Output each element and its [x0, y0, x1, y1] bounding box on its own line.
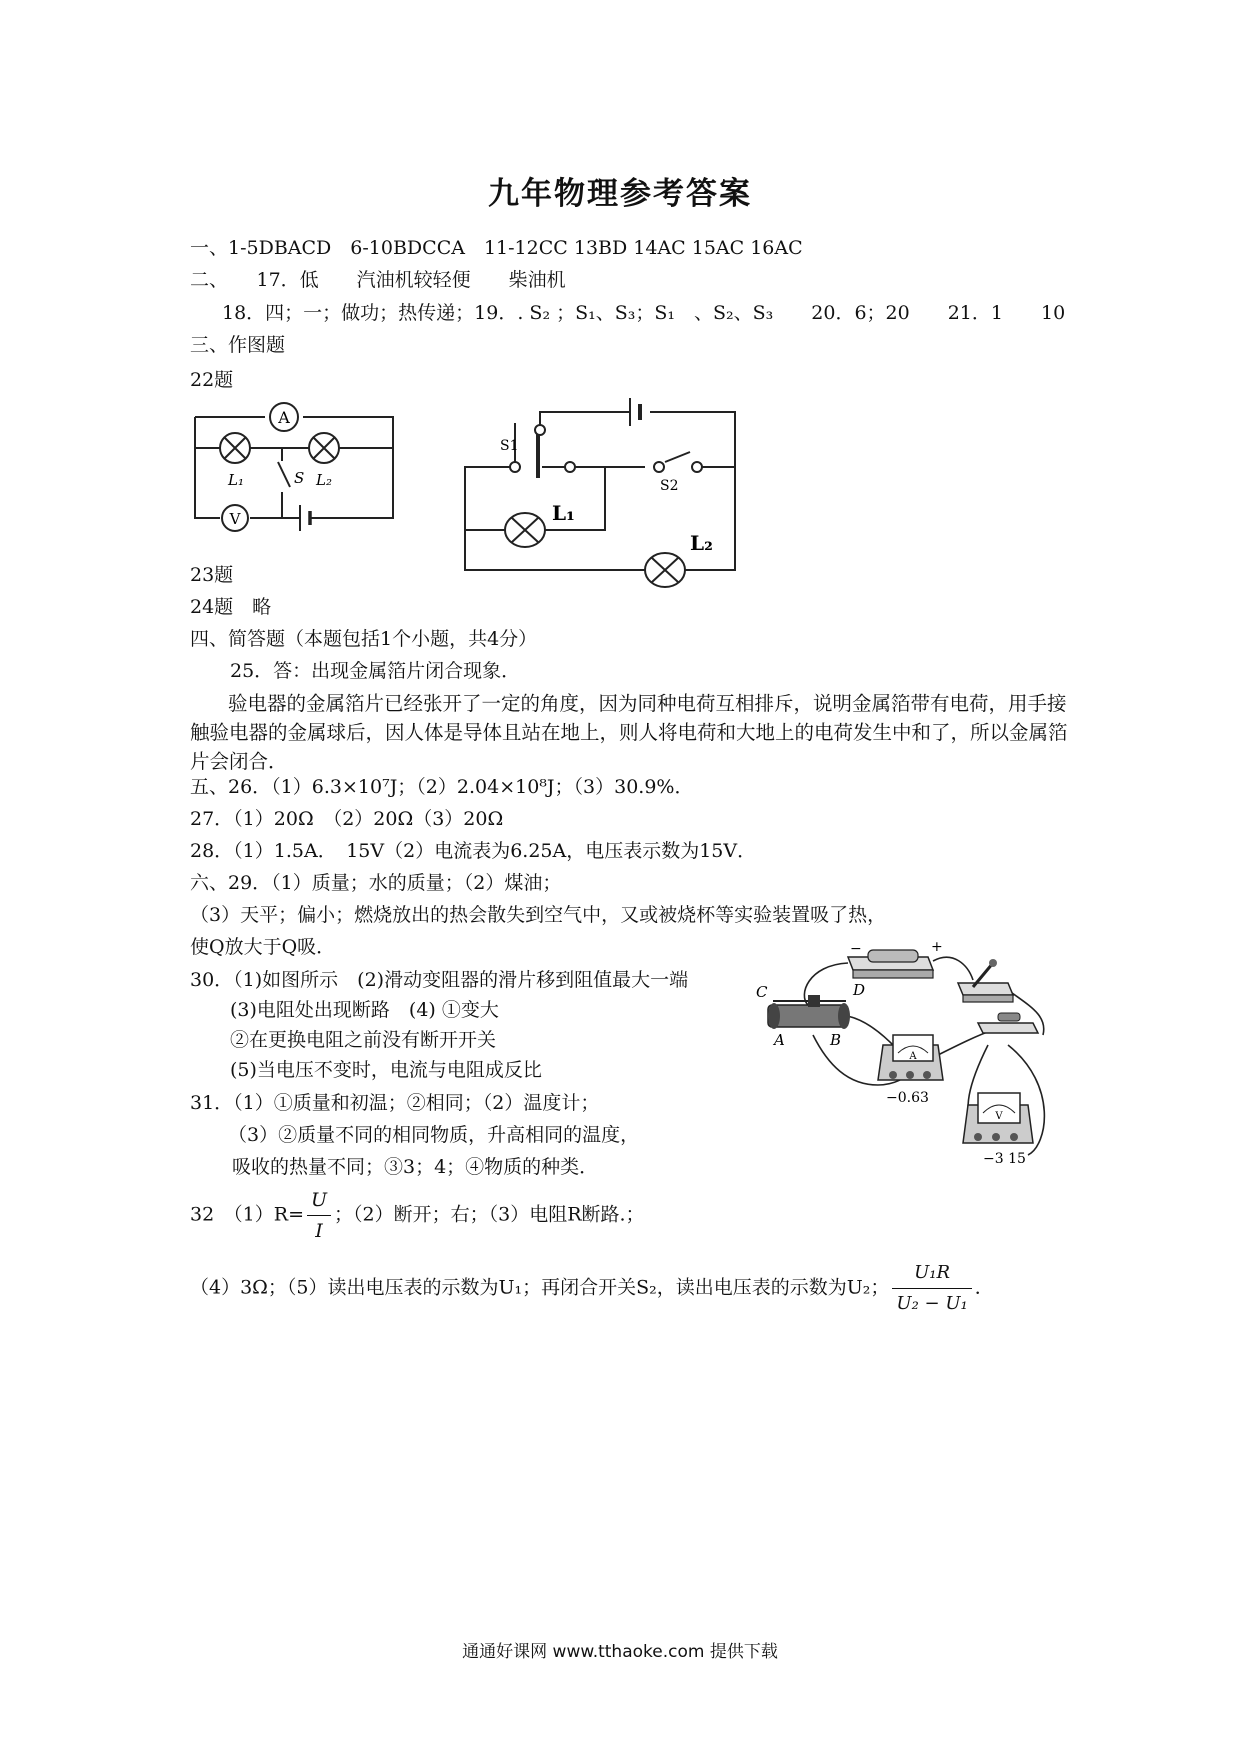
question-26-answer: 五、26．（1）6.3×10⁷J；（2）2.04×10⁸J；（3）30.9%． [190, 776, 694, 798]
lamp-l1-icon [505, 513, 545, 547]
rheostat-icon [768, 995, 850, 1029]
section-drawing-title: 三、作图题 [190, 334, 286, 356]
q32b-prefix: （4）3Ω；（5）读出电压表的示数为U₁；再闭合开关S₂，读出电压表的示数为U₂； [190, 1276, 890, 1299]
question-30-answer-4: (5)当电压不变时，电流与电阻成反比 [230, 1059, 542, 1081]
svg-text:A: A [278, 408, 290, 427]
q32-suffix: ；（2）断开；右；（3）电阻R断路.； [334, 1203, 645, 1226]
svg-text:V: V [229, 510, 241, 528]
voltmeter-icon [963, 1093, 1033, 1143]
question-23-label: 23题 [190, 564, 234, 586]
knife-switch-icon [958, 959, 1013, 1002]
question-30-answer-3: ②在更换电阻之前没有断开开关 [230, 1029, 497, 1051]
question-25-explanation: 验电器的金属箔片已经张开了一定的角度，因为同种电荷互相排斥，说明金属箔带有电荷，用手接触验电器的金属球后，因人体是导体且站在地上，则人将电荷和大地上的电荷发生中和了，所以金属箔片会闭合． [190, 692, 1068, 773]
lamp-l2-icon [645, 553, 685, 587]
switch-s1-label: S1 [500, 438, 519, 454]
question-29-answer-2: （3）天平；偏小；燃烧放出的热会散失到空气中，又或被烧杯等实验装置吸了热， [190, 904, 887, 926]
lamp-l1-label: L₁ [552, 501, 575, 525]
answer-section-1: 一、1-5DBACD 6-10BDCCA 11-12CC 13BD 14AC 15AC 16AC [190, 237, 803, 259]
rheostat-terminal-d: D [853, 981, 866, 999]
section-short-answer-title: 四、简答题（本题包括1个小题，共4分） [190, 628, 538, 650]
circuit-diagram-22 [190, 405, 400, 530]
switch-s-label: S [294, 469, 305, 487]
answer-18-21: 18．四；一；做功；热传递；19．. S₂ ；S₁、S₃；S₁ 、S₂、S₃ 20．6；20 21．1 10 [222, 302, 1066, 324]
question-32-answer-2 [190, 1258, 994, 1319]
battery-minus-label: − [850, 941, 862, 957]
resistor-icon [978, 1013, 1038, 1033]
question-22-label: 22题 [190, 369, 234, 391]
svg-text:A: A [909, 1051, 917, 1062]
rheostat-terminal-a: A [774, 1031, 785, 1049]
question-27-answer: 27．（1）20Ω （2）20Ω（3）20Ω [190, 808, 504, 830]
lamp-l2-label: L₂ [316, 471, 332, 489]
question-31-answer-1: 31．（1）①质量和初温；②相同；（2）温度计； [190, 1092, 600, 1114]
answer-section-2: 二、 17．低 汽油机较轻便 柴油机 [190, 269, 566, 291]
rheostat-terminal-b: B [830, 1031, 842, 1049]
lamp-l1-label: L₁ [228, 471, 244, 489]
question-31-answer-3: 吸收的热量不同；③3；4；④物质的种类． [232, 1156, 599, 1178]
ammeter-scale-label: −0.63 [886, 1090, 929, 1106]
q32-prefix: 32 （1）R= [190, 1203, 304, 1226]
question-25-answer: 25．答：出现金属箔片闭合现象． [230, 660, 521, 682]
circuit-diagram-23 [460, 390, 745, 580]
ammeter-icon [878, 1035, 943, 1080]
ammeter-icon [270, 403, 298, 431]
question-29-answer-3: 使Q放大于Q吸． [190, 936, 336, 958]
voltmeter-icon [222, 505, 248, 531]
lamp-l1-icon [220, 433, 250, 463]
lamp-l2-label: L₂ [690, 531, 713, 555]
battery-plus-label: + [931, 939, 943, 955]
rheostat-terminal-c: C [756, 983, 768, 1001]
question-30-answer-1: 30．（1)如图所示 (2)滑动变阻器的滑片移到阻值最大一端 [190, 969, 689, 991]
question-29-answer-1: 六、29．（1）质量；水的质量；（2）煤油； [190, 872, 562, 894]
page-title: 九年物理参考答案 [488, 176, 752, 212]
formula-r-equals-u-over-i: $\frac{U}{I}$ [307, 1185, 331, 1246]
question-32-answer-1 [190, 1185, 645, 1246]
svg-text:V: V [995, 1111, 1003, 1122]
footer-source: 通通好课网 www.tthaoke.com 提供下载 [462, 1642, 778, 1662]
lamp-l2-icon [309, 433, 339, 463]
switch-s2-label: S2 [660, 478, 679, 494]
question-30-answer-2: (3)电阻处出现断路 (4) ①变大 [230, 999, 499, 1021]
question-24-answer: 24题 略 [190, 596, 272, 618]
q32b-suffix: ． [974, 1276, 994, 1299]
formula-rx: $\frac{\text{U₁R}}{\text{U₂ − U₁}}$ [892, 1258, 971, 1319]
voltmeter-scale-label: −3 15 [983, 1151, 1026, 1167]
question-31-answer-2: （3）②质量不同的相同物质，升高相同的温度， [228, 1124, 640, 1146]
question-28-answer: 28．（1）1.5A． 15V（2）电流表为6.25A，电压表示数为15V． [190, 840, 757, 862]
experiment-apparatus-30 [756, 935, 1068, 1170]
